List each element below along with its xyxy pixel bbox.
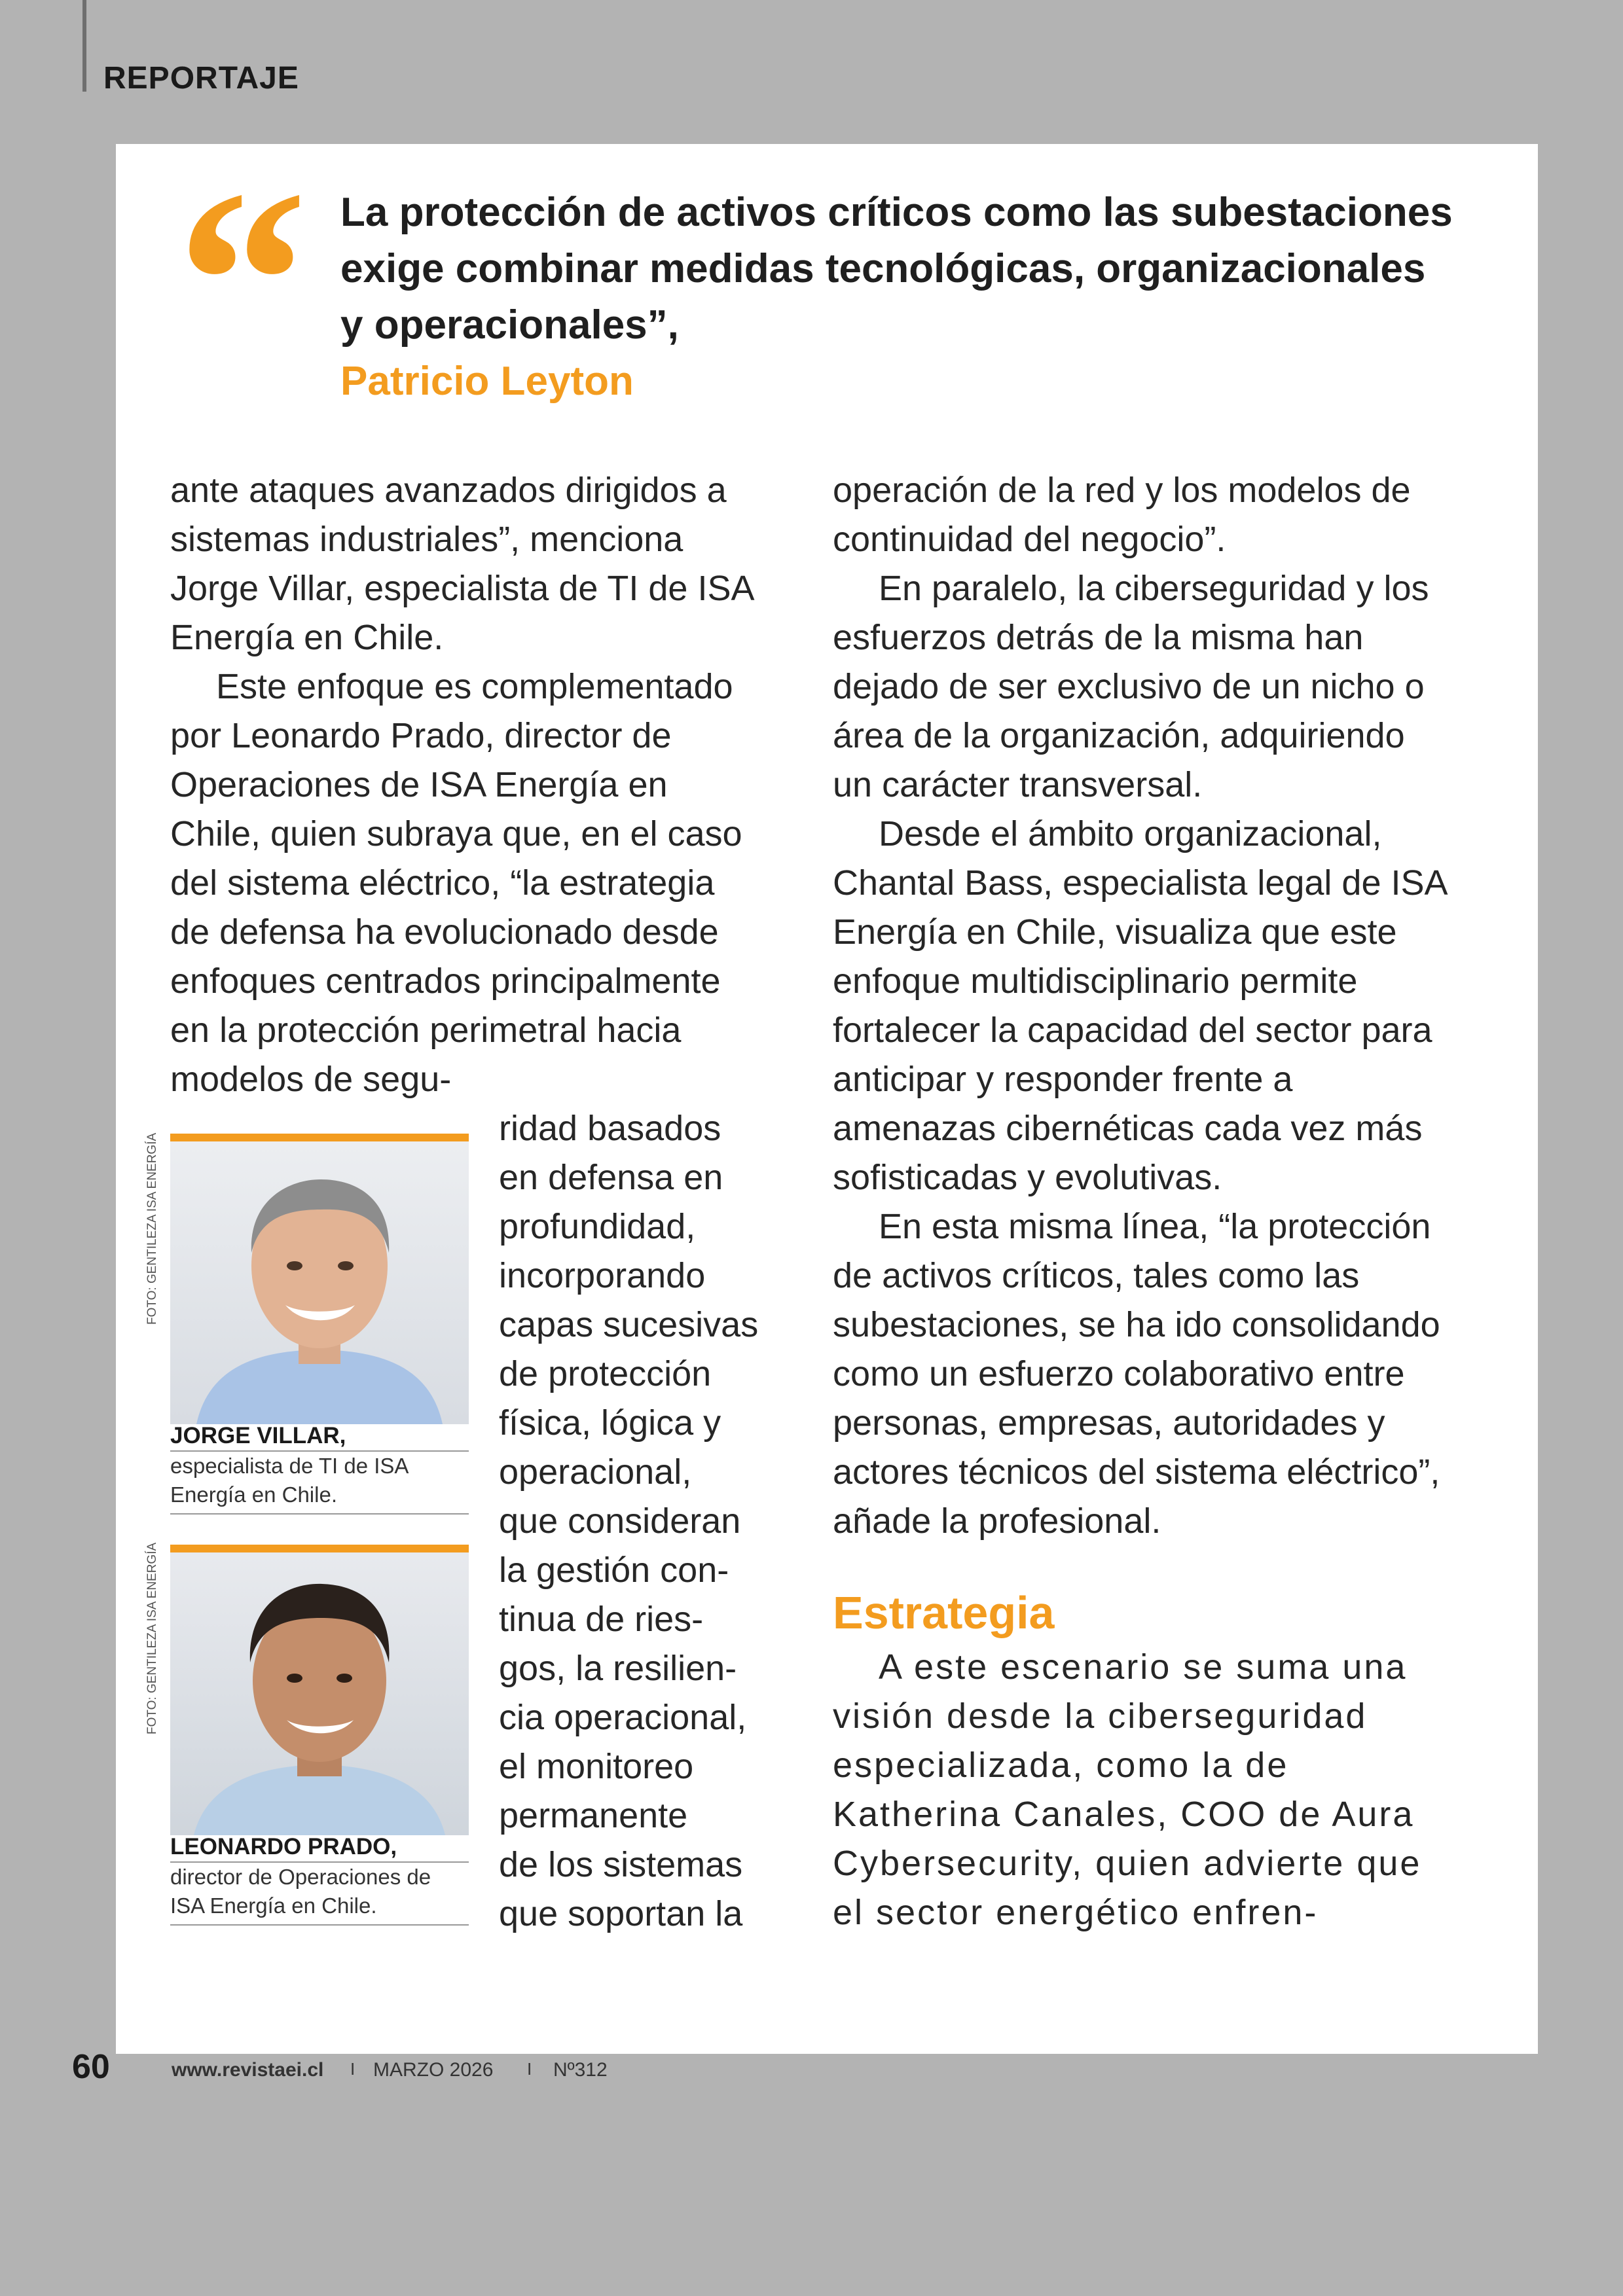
- caption-name: JORGE VILLAR,: [170, 1422, 469, 1452]
- paragraph: operación de la red y los modelos de continuidad del negocio”.: [833, 471, 1411, 559]
- text-line: incorporando: [499, 1256, 706, 1295]
- page-number: 60: [72, 2048, 110, 2086]
- photo-credit: FOTO: GENTILEZA ISA ENERGÍA: [145, 1542, 159, 1734]
- text-line: permanente: [499, 1796, 688, 1835]
- text-line: tinua de ries-: [499, 1600, 704, 1639]
- pull-quote-text: La protección de activos críticos como las subestaciones exige combinar medidas tecnológicas, organizacionales y operacionales”,: [340, 190, 1453, 348]
- paragraph: A este escenario se suma una visión desde la ciberseguridad especializada, como la de Katherina Canales, COO de Aura Cybersecurity, quien advierte que el sector energético enfren-: [833, 1647, 1422, 1932]
- photo-caption: [170, 1833, 469, 1926]
- section-bar: [82, 0, 86, 92]
- paragraph: En paralelo, la ciberseguridad y los esfuerzos detrás de la misma han dejado de ser exclusivo de un nicho o área de la organización, adquiriendo un carácter transversal.: [833, 569, 1429, 804]
- text-line: gos, la resilien-: [499, 1649, 737, 1688]
- pull-quote: [340, 185, 1453, 410]
- left-column-narrow: [499, 1104, 774, 1939]
- text-line: que consideran: [499, 1501, 741, 1541]
- text-line: ridad basados: [499, 1109, 721, 1148]
- text-line: cia operacional,: [499, 1698, 747, 1737]
- portrait-image: [170, 1141, 469, 1424]
- photo-leonardo-prado: [170, 1545, 469, 1835]
- paragraph: En esta misma línea, “la protección de activos críticos, tales como las subestaciones, se ha ido consolidando como un esfuerzo colaborativo entre personas, empresas, autoridades y actores técnicos del sistema eléctrico”, añade la profesional.: [833, 1207, 1440, 1541]
- footer-site-link[interactable]: www.revistaei.cl: [172, 2059, 324, 2081]
- footer-issue: Nº312: [553, 2059, 608, 2081]
- text-line: de los sistemas: [499, 1845, 743, 1884]
- caption-role: director de Operaciones de ISA Energía en Chile.: [170, 1865, 431, 1918]
- text-line: en defensa en: [499, 1158, 723, 1197]
- text-line: operacional,: [499, 1452, 692, 1492]
- paragraph: Este enfoque es complementado por Leonardo Prado, director de Operaciones de ISA Energía en Chile, quien subraya que, en el caso del sistema eléctrico, “la estrategia de defensa ha evolucionado desde enfoques centrados principalmente en la protección perimetral hacia modelos de segu-: [170, 667, 742, 1099]
- portrait-image: [170, 1552, 469, 1835]
- text-line: profundidad,: [499, 1207, 696, 1246]
- text-line: que soportan la: [499, 1894, 743, 1933]
- section-label: REPORTAJE: [103, 61, 299, 96]
- text-line: física, lógica y: [499, 1403, 721, 1443]
- text-line: el monitoreo: [499, 1747, 694, 1786]
- footer-separator: I: [527, 2059, 532, 2079]
- paragraph: ante ataques avanzados dirigidos a sistemas industriales”, menciona Jorge Villar, especialista de TI de ISA Energía en Chile.: [170, 471, 753, 657]
- right-column: [833, 466, 1448, 1546]
- section-subhead: Estrategia: [833, 1587, 1055, 1638]
- paragraph: Desde el ámbito organizacional, Chantal Bass, especialista legal de ISA Energía en Chile, visualiza que este enfoque multidisciplinario permite fortalecer la capacidad del sector para anticipar y responder frente a amenazas cibernéticas cada vez más sofisticadas y evolutivas.: [833, 814, 1446, 1197]
- pull-quote-author: Patricio Leyton: [340, 359, 634, 404]
- footer-date: MARZO 2026: [373, 2059, 494, 2081]
- footer-separator: I: [350, 2059, 356, 2079]
- left-column: [170, 466, 759, 1104]
- photo-caption: [170, 1422, 469, 1515]
- caption-name: LEONARDO PRADO,: [170, 1833, 469, 1863]
- text-line: de protección: [499, 1354, 712, 1393]
- photo-credit: FOTO: GENTILEZA ISA ENERGÍA: [145, 1132, 159, 1325]
- quote-mark-icon: “: [177, 136, 308, 426]
- photo-jorge-villar: [170, 1134, 469, 1424]
- right-column-continued: [833, 1643, 1448, 1937]
- text-line: capas sucesivas: [499, 1305, 759, 1344]
- caption-role: especialista de TI de ISA Energía en Chile.: [170, 1454, 408, 1507]
- text-line: la gestión con-: [499, 1551, 729, 1590]
